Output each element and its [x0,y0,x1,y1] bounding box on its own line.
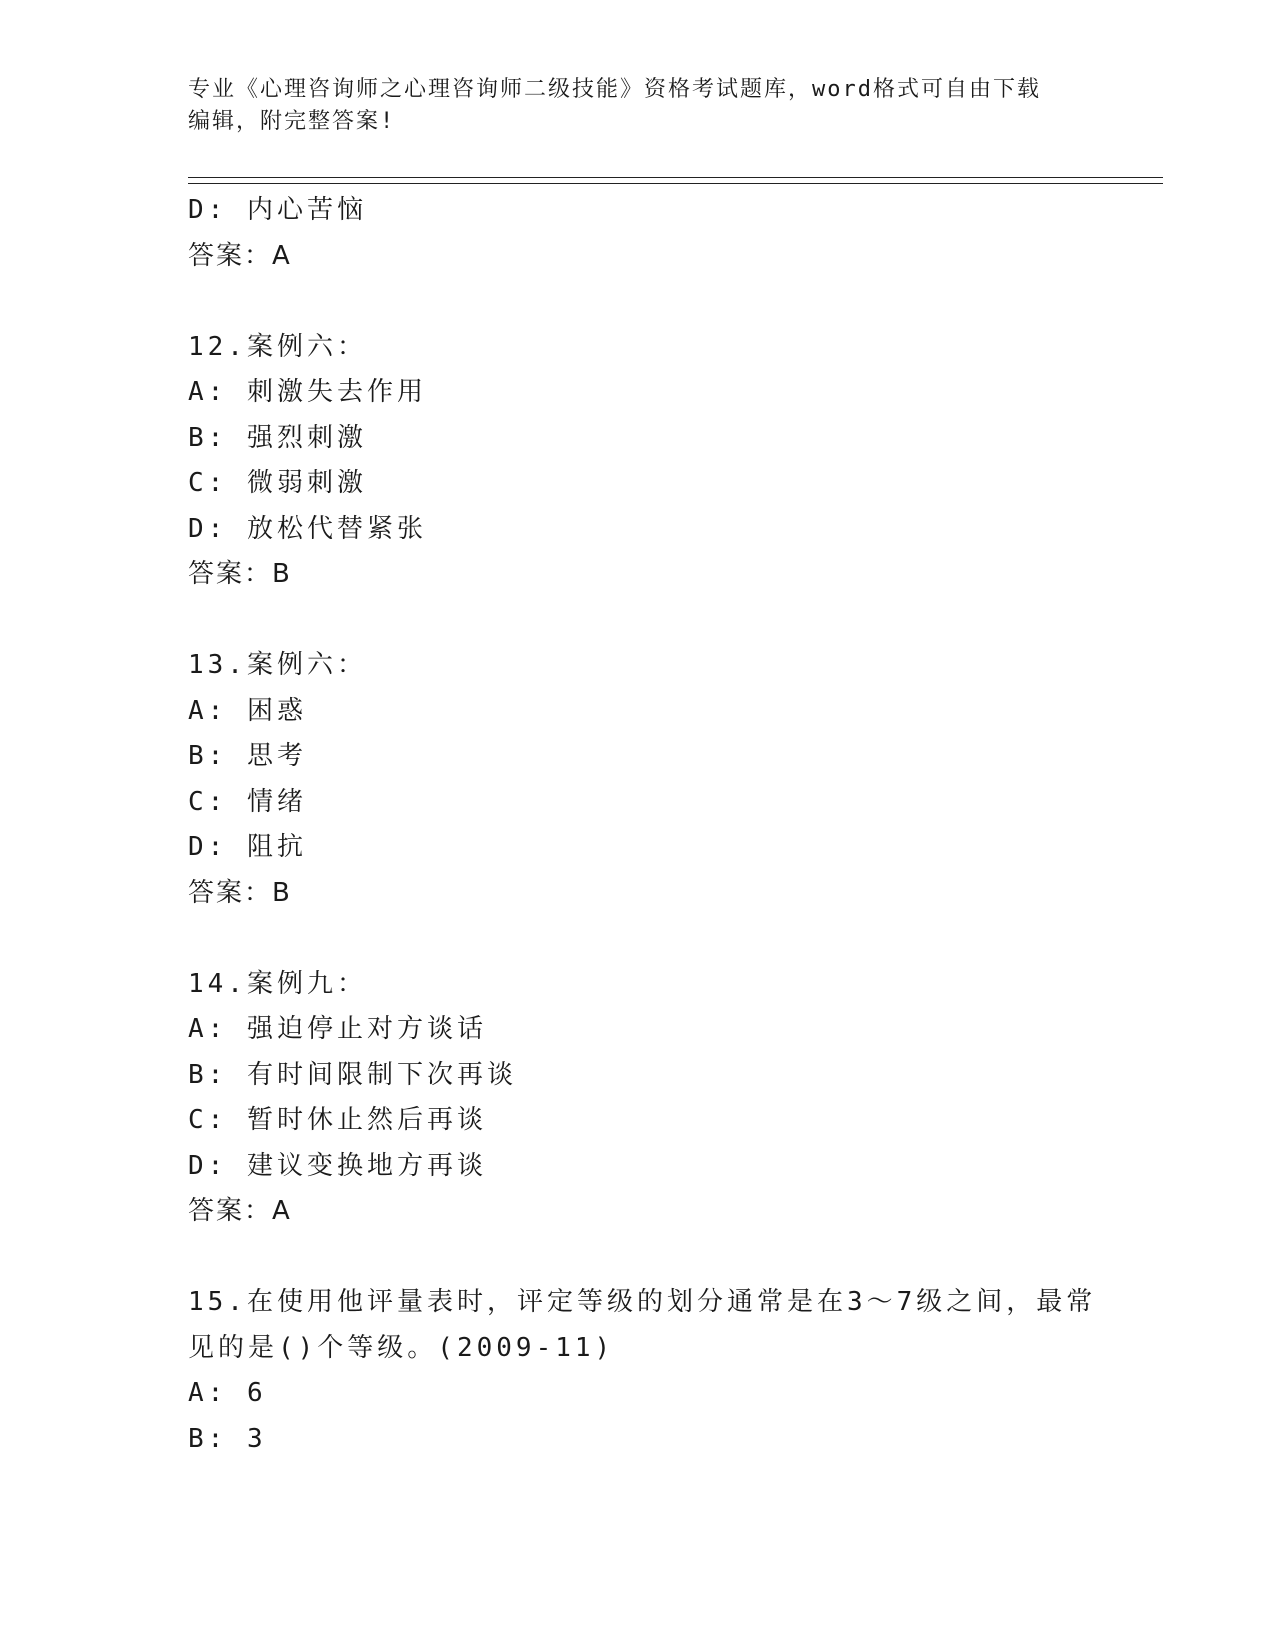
spacer [188,279,1088,325]
question-text-line-2: 见的是()个等级。(2009-11) [188,1332,615,1363]
question-list [188,188,1097,1462]
header-line-1: 专业《心理咨询师之心理咨询师二级技能》资格考试题库，word格式可自由下载 [188,77,1041,102]
option-b: B: 3 [188,1423,267,1454]
option-b: B: 强烈刺激 [188,422,367,453]
question-block-11 [188,188,1088,279]
option-d: D: 放松代替紧张 [188,513,427,544]
question-title: 14.案例九： [188,968,367,999]
option-c: C: 暂时休止然后再谈 [188,1105,487,1135]
option-d: D: 内心苦恼 [188,195,367,225]
option-a: A: 强迫停止对方谈话 [188,1014,487,1044]
option-b: B: 有时间限制下次再谈 [188,1059,517,1090]
question-block-14 [188,962,1088,1235]
header-divider-bottom [188,183,1163,184]
spacer [188,598,1088,644]
option-a: A: 6 [188,1378,267,1408]
spacer [188,1235,1088,1281]
answer-line: 答案：A [188,1196,292,1226]
answer-line: 答案：B [188,559,292,589]
option-d: D: 建议变换地方再谈 [188,1150,487,1181]
document-header [188,74,1088,138]
question-title: 13.案例六： [188,650,367,680]
option-a: A: 刺激失去作用 [188,377,427,407]
question-block-12 [188,325,1088,598]
question-block-13 [188,643,1088,916]
option-d: D: 阻抗 [188,832,307,862]
answer-line: 答案：A [188,240,292,271]
answer-line: 答案：B [188,877,292,908]
spacer [188,916,1088,962]
option-a: A: 困惑 [188,695,307,726]
option-c: C: 微弱刺激 [188,468,367,498]
option-c: C: 情绪 [188,786,307,817]
option-b: B: 思考 [188,741,307,771]
question-block-15 [188,1280,1097,1462]
header-divider-top [188,177,1163,178]
question-text-line-1: 15.在使用他评量表时，评定等级的划分通常是在3～7级之间，最常 [188,1287,1097,1317]
header-line-2: 编辑，附完整答案! [188,109,396,134]
question-title: 12.案例六： [188,331,367,362]
